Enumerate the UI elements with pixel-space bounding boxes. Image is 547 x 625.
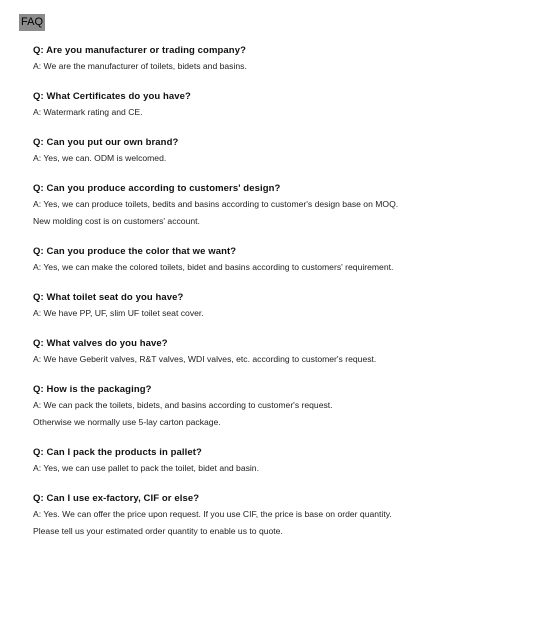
faq-question: Q: Can I pack the products in pallet?	[33, 447, 202, 458]
faq-question: Q: How is the packaging?	[33, 384, 152, 395]
faq-item	[33, 44, 533, 75]
faq-item	[33, 337, 533, 368]
faq-answer	[33, 397, 533, 431]
faq-answer-line: A: We have PP, UF, slim UF toilet seat cover.	[33, 308, 204, 318]
faq-answer	[33, 104, 533, 121]
faq-item	[33, 182, 533, 230]
faq-answer-line: New molding cost is on customers' account.	[33, 216, 200, 226]
faq-answer	[33, 305, 533, 322]
faq-answer-line: Otherwise we normally use 5-lay carton package.	[33, 417, 221, 427]
faq-item	[33, 136, 533, 167]
faq-question: Q: What Certificates do you have?	[33, 91, 191, 102]
faq-question: Q: What toilet seat do you have?	[33, 292, 184, 303]
faq-answer-line: A: Watermark rating and CE.	[33, 107, 143, 117]
faq-answer	[33, 259, 533, 276]
faq-item	[33, 446, 533, 477]
faq-answer-line: A: We have Geberit valves, R&T valves, WDI valves, etc. according to customer's request.	[33, 354, 377, 364]
faq-answer	[33, 506, 533, 540]
faq-heading: FAQ	[19, 14, 45, 31]
faq-answer-line: A: We are the manufacturer of toilets, bidets and basins.	[33, 61, 247, 71]
faq-answer-line: A: We can pack the toilets, bidets, and basins according to customer's request.	[33, 400, 333, 410]
faq-answer	[33, 58, 533, 75]
faq-question: Q: Can I use ex-factory, CIF or else?	[33, 493, 200, 504]
faq-list	[33, 44, 533, 555]
faq-answer-line: A: Yes, we can make the colored toilets, bidet and basins according to customers' requirement.	[33, 262, 394, 272]
faq-item	[33, 90, 533, 121]
faq-answer	[33, 460, 533, 477]
faq-question: Q: Can you produce the color that we want?	[33, 246, 237, 257]
faq-question: Q: What valves do you have?	[33, 338, 168, 349]
faq-answer	[33, 196, 533, 230]
faq-item	[33, 245, 533, 276]
faq-question: Q: Can you put our own brand?	[33, 137, 179, 148]
faq-question: Q: Can you produce according to customers' design?	[33, 183, 281, 194]
faq-item	[33, 291, 533, 322]
faq-answer-line: Please tell us your estimated order quantity to enable us to quote.	[33, 526, 283, 536]
faq-answer-line: A: Yes, we can. ODM is welcomed.	[33, 153, 167, 163]
faq-answer-line: A: Yes, we can produce toilets, bedits and basins according to customer's design base on MOQ.	[33, 199, 399, 209]
faq-answer	[33, 150, 533, 167]
faq-item	[33, 383, 533, 431]
faq-question: Q: Are you manufacturer or trading company?	[33, 45, 246, 56]
faq-answer-line: A: Yes. We can offer the price upon request. If you use CIF, the price is base on order quantity.	[33, 509, 392, 519]
faq-item	[33, 492, 533, 540]
faq-answer	[33, 351, 533, 368]
faq-answer-line: A: Yes, we can use pallet to pack the toilet, bidet and basin.	[33, 463, 259, 473]
